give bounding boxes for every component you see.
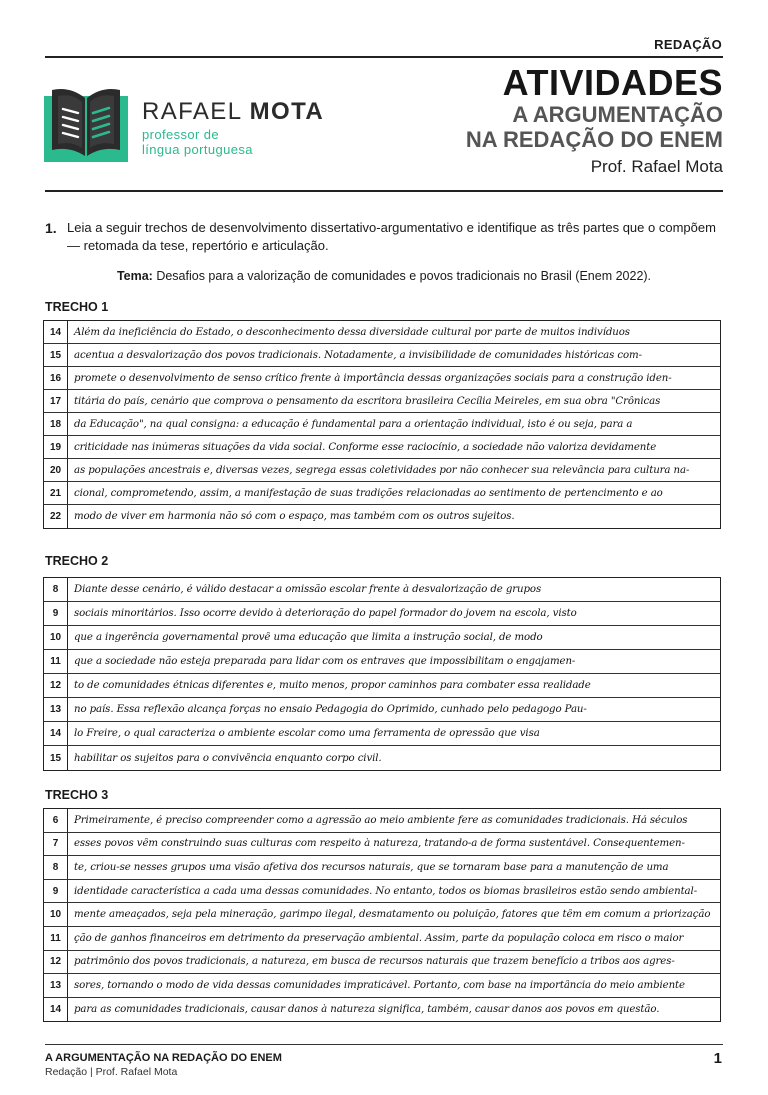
trecho-3-sheet	[43, 808, 721, 1022]
handwritten-text: que a ingerência governamental provê uma educação que limita a instrução social, de modo	[74, 632, 543, 643]
sheet-line	[44, 578, 720, 602]
brand-name	[142, 98, 324, 126]
sheet-line	[44, 974, 720, 998]
brand-tagline-1: professor de	[142, 127, 220, 142]
handwritten-text: habilitar os sujeitos para o convivência enquanto corpo civil.	[74, 752, 382, 764]
sheet-line	[44, 722, 720, 746]
line-number: 12	[44, 951, 68, 974]
line-number: 15	[44, 746, 68, 770]
line-number: 18	[44, 413, 68, 435]
page-subtitle-1: A ARGUMENTAÇÃO	[512, 102, 723, 127]
sheet-line	[44, 505, 720, 528]
line-number: 11	[44, 927, 68, 950]
line-number: 17	[44, 390, 68, 412]
line-number: 12	[44, 674, 68, 697]
sheet-line	[44, 367, 720, 390]
sheet-line	[44, 650, 720, 674]
handwritten-text: as populações ancestrais e, diversas vezes, segrega essas coletividades por não conhecer sua relevância para cultura na-	[74, 464, 690, 476]
trecho-1-title: TRECHO 1	[45, 300, 109, 314]
line-number: 14	[44, 321, 68, 343]
sheet-line	[44, 951, 720, 975]
handwritten-text: patrimônio dos povos tradicionais, a natureza, em busca de recursos naturais que trazem benefício a tribos aos agres-	[74, 956, 675, 968]
line-number: 21	[44, 482, 68, 504]
sheet-line	[44, 626, 720, 650]
handwritten-text: modo de viver em harmonia não só com o espaço, mas também com os outros sujeitos.	[74, 511, 515, 522]
handwritten-text: ção de ganhos financeiros em detrimento da preservação ambiental. Assim, parte da população coloca em risco o maior	[74, 932, 684, 944]
sheet-line	[44, 602, 720, 626]
handwritten-text: acentua a desvalorização dos povos tradicionais. Notadamente, a invisibilidade de comunidades históricas com-	[74, 349, 642, 361]
sheet-line	[44, 927, 720, 951]
sheet-line	[44, 880, 720, 904]
footer-title: A ARGUMENTAÇÃO NA REDAÇÃO DO ENEM	[45, 1052, 282, 1064]
question-1	[45, 219, 722, 255]
line-number: 8	[44, 856, 68, 879]
trecho-3-title: TRECHO 3	[45, 788, 109, 802]
book-logo-icon	[44, 86, 128, 162]
page-subtitle-2: NA REDAÇÃO DO ENEM	[465, 127, 723, 152]
line-number: 15	[44, 344, 68, 366]
handwritten-text: sociais minoritários. Isso ocorre devido à deterioração do papel formador do jovem na escola, visto	[74, 608, 577, 619]
line-number: 22	[44, 505, 68, 528]
sheet-line	[44, 674, 720, 698]
brand-block	[142, 98, 324, 156]
sheet-line	[44, 344, 720, 367]
theme-label: Tema:	[116, 269, 153, 283]
brand-first-name: RAFAEL	[142, 98, 250, 125]
handwritten-text: Primeiramente, é preciso compreender como a agressão ao meio ambiente fere as comunidades tradicionais. Há séculos	[74, 814, 688, 826]
line-number: 8	[44, 578, 68, 601]
line-number: 9	[44, 880, 68, 903]
brand-last-name: MOTA	[249, 98, 325, 125]
handwritten-text: Diante desse cenário, é válido destacar a omissão escolar frente à desvalorização de grupos	[74, 584, 542, 595]
sheet-line	[44, 809, 720, 833]
section-label: REDAÇÃO	[654, 37, 722, 52]
sheet-line	[44, 390, 720, 413]
sheet-line	[44, 482, 720, 505]
line-number: 6	[44, 809, 68, 832]
sheet-line	[44, 698, 720, 722]
handwritten-text: promete o desenvolvimento de senso crítico frente à importância dessas organizações sociais para a construção iden-	[74, 372, 672, 384]
line-number: 14	[44, 998, 68, 1022]
sheet-line	[44, 856, 720, 880]
question-text: Leia a seguir trechos de desenvolvimento dissertativo-argumentativo e identifique as três partes que o compõem — retomada da tese, repertório e articulação.	[67, 220, 716, 253]
sheet-line	[44, 413, 720, 436]
footer-divider	[45, 1044, 723, 1045]
header-divider	[45, 190, 723, 192]
top-divider	[45, 56, 723, 58]
trecho-1-sheet	[43, 320, 721, 529]
line-number: 19	[44, 436, 68, 458]
handwritten-text: criticidade nas inúmeras situações da vida social. Conforme esse raciocínio, a sociedade não valoriza devidamente	[74, 441, 657, 453]
handwritten-text: que a sociedade não esteja preparada para lidar com os entraves que impossibilitam o engajamen-	[74, 656, 576, 667]
theme-text: Desafios para a valorização de comunidades e povos tradicionais no Brasil (Enem 2022).	[152, 269, 652, 283]
page-number: 1	[713, 1050, 722, 1067]
handwritten-text: identidade característica a cada uma dessas comunidades. No entanto, todos os biomas brasileiros estão sendo ambiental-	[74, 885, 698, 897]
handwritten-text: da Educação", na qual consigna: a educação é fundamental para a orientação individual, isto é ou seja, para a	[74, 418, 633, 430]
author-name: Prof. Rafael Mota	[590, 157, 723, 176]
line-number: 13	[44, 974, 68, 997]
line-number: 14	[44, 722, 68, 745]
sheet-line	[44, 833, 720, 857]
line-number: 10	[44, 626, 68, 649]
trecho-2-sheet	[43, 577, 721, 771]
sheet-line	[44, 459, 720, 482]
sheet-line	[44, 903, 720, 927]
sheet-line	[44, 746, 720, 770]
sheet-line	[44, 436, 720, 459]
handwritten-text: te, criou-se nesses grupos uma visão afetiva dos recursos naturais, que se tornaram base para a manutenção de uma	[74, 861, 669, 873]
handwritten-text: cional, comprometendo, assim, a manifestação de suas tradições relacionadas ao sentimento de pertencimento e ao	[74, 487, 663, 499]
handwritten-text: no país. Essa reflexão alcança forças no ensaio Pedagogia do Oprimido, cunhado pelo pedagogo Pau-	[74, 704, 587, 715]
footer-subtitle: Redação | Prof. Rafael Mota	[45, 1066, 178, 1078]
brand-tagline-2: língua portuguesa	[142, 142, 253, 157]
handwritten-text: para as comunidades tradicionais, causar danos à natureza significa, também, causar danos aos povos em questão.	[74, 1004, 660, 1016]
trecho-2-title: TRECHO 2	[45, 554, 109, 568]
handwritten-text: sores, tornando o modo de vida dessas comunidades impraticável. Portanto, com base na importância do meio ambiente	[74, 979, 685, 991]
question-number: 1.	[45, 220, 57, 236]
theme-line	[0, 269, 768, 283]
title-block	[466, 64, 723, 177]
sheet-line	[44, 998, 720, 1022]
handwritten-text: mente ameaçados, seja pela mineração, garimpo ilegal, desmatamento ou poluição, fatores que têm em comum a priorização	[74, 909, 711, 921]
handwritten-text: titária do país, cenário que comprova o pensamento da escritora brasileira Cecília Meireles, em sua obra "Crônicas	[74, 395, 661, 407]
line-number: 20	[44, 459, 68, 481]
page-title: ATIVIDADES	[502, 62, 723, 103]
line-number: 16	[44, 367, 68, 389]
line-number: 7	[44, 833, 68, 856]
handwritten-text: esses povos vêm construindo suas culturas com respeito à natureza, tratando-a de forma sustentável. Consequentemen-	[74, 838, 685, 850]
line-number: 13	[44, 698, 68, 721]
line-number: 11	[44, 650, 68, 673]
handwritten-text: Além da ineficiência do Estado, o desconhecimento dessa diversidade cultural por parte de muitos indivíduos	[74, 326, 630, 338]
handwritten-text: lo Freire, o qual caracteriza o ambiente escolar como uma ferramenta de opressão que visa	[74, 728, 540, 739]
line-number: 10	[44, 903, 68, 926]
sheet-line	[44, 321, 720, 344]
line-number: 9	[44, 602, 68, 625]
handwritten-text: to de comunidades étnicas diferentes e, muito menos, propor caminhos para combater essa realidade	[74, 680, 591, 691]
